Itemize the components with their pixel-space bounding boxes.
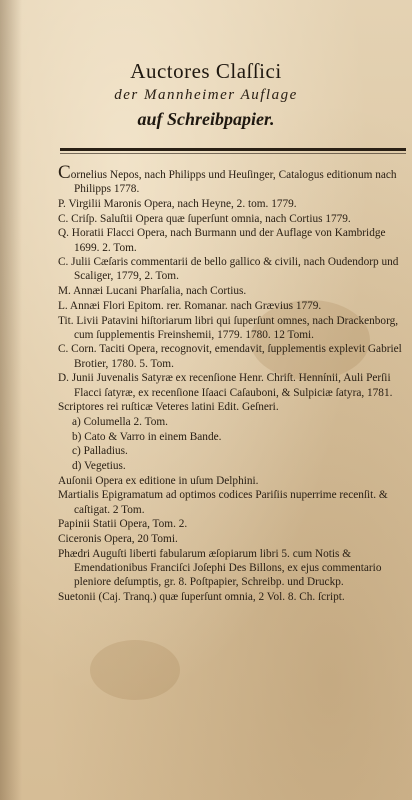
title-block [0, 58, 412, 132]
list-subitem: a) Columella 2. Tom. [72, 415, 168, 428]
page-title: Auctores Claſſici [130, 59, 282, 83]
title-rule-thin [60, 153, 406, 154]
list-item: Martialis Epigramatum ad optimos codices Pariſiis nuperrime recenſit. & caſtigat. 2 Tom. [58, 489, 388, 516]
list-item: Q. Horatii Flacci Opera, nach Burmann und der Auflage von Kambridge 1699. 2. Tom. [58, 227, 386, 254]
list-item: P. Virgilii Maronis Opera, nach Heyne, 2. tom. 1779. [58, 197, 297, 210]
list-item: C. Corn. Taciti Opera, recognovit, emendavit, ſupplementis explevit Gabriel Brotier, 1780. 5. Tom. [58, 343, 402, 370]
list-item: Suetonii (Caj. Tranq.) quæ ſuperſunt omnia, 2 Vol. 8. Ch. ſcript. [58, 590, 345, 603]
list-subitem: b) Cato & Varro in einem Bande. [72, 430, 222, 443]
list-subitem: d) Vegetius. [72, 460, 126, 473]
list-subitem: c) Palladius. [72, 445, 128, 458]
list-item: Ciceronis Opera, 20 Tomi. [58, 533, 178, 546]
list-item: Papinii Statii Opera, Tom. 2. [58, 518, 188, 531]
page-subtitle-paper: auf Schreibpapier. [137, 109, 275, 129]
page-subtitle: der Mannheimer Auflage [114, 87, 298, 103]
catalog-list [58, 162, 410, 605]
list-item: Tit. Livii Patavini hiſtoriarum libri qui ſuperſunt omnes, nach Drackenborg, cum ſupplementis Freinshemii, 1779. 1780. 12 Tomi. [58, 314, 399, 341]
list-item: D. Junii Juvenalis Satyræ ex recenſione Henr. Chriſt. Hennínii, Auli Perſii Flacci ſatyræ, ex recenſione Iſaaci Caſauboni, & Sulpiciæ ſatyra, 1781. [58, 372, 393, 399]
list-item: C. Julii Cæſaris commentarii de bello gallico & civili, nach Oudendorp und Scaliger, 1779, 2. Tom. [58, 256, 399, 283]
list-item: Auſonii Opera ex editione in uſum Delphini. [58, 474, 259, 487]
list-item: Phædri Auguſti liberti fabularum æſopiarum libri 5. cum Notis & Emendationibus Franciſci Joſephi Des Billons, ex ejus commentario pleniore deſumptis, gr. 8. Poſtpapier, Schreibp. und Druckp. [58, 547, 382, 589]
list-item: M. Annæi Lucani Pharſalia, nach Cortius. [58, 285, 247, 298]
paper-stain [90, 640, 180, 700]
list-item: Scriptores rei ruſticæ Veteres latini Edit. Geſneri. [58, 401, 279, 414]
list-item: Cornelius Nepos, nach Philipps und Heuſinger, Catalogus editionum nach Philipps 1778. [58, 162, 397, 196]
title-rule [60, 148, 406, 151]
list-item: C. Criſp. Saluſtii Opera quæ ſuperſunt omnia, nach Cortius 1779. [58, 212, 351, 225]
list-item: L. Annæi Flori Epitom. rer. Romanar. nach Grævius 1779. [58, 299, 322, 312]
